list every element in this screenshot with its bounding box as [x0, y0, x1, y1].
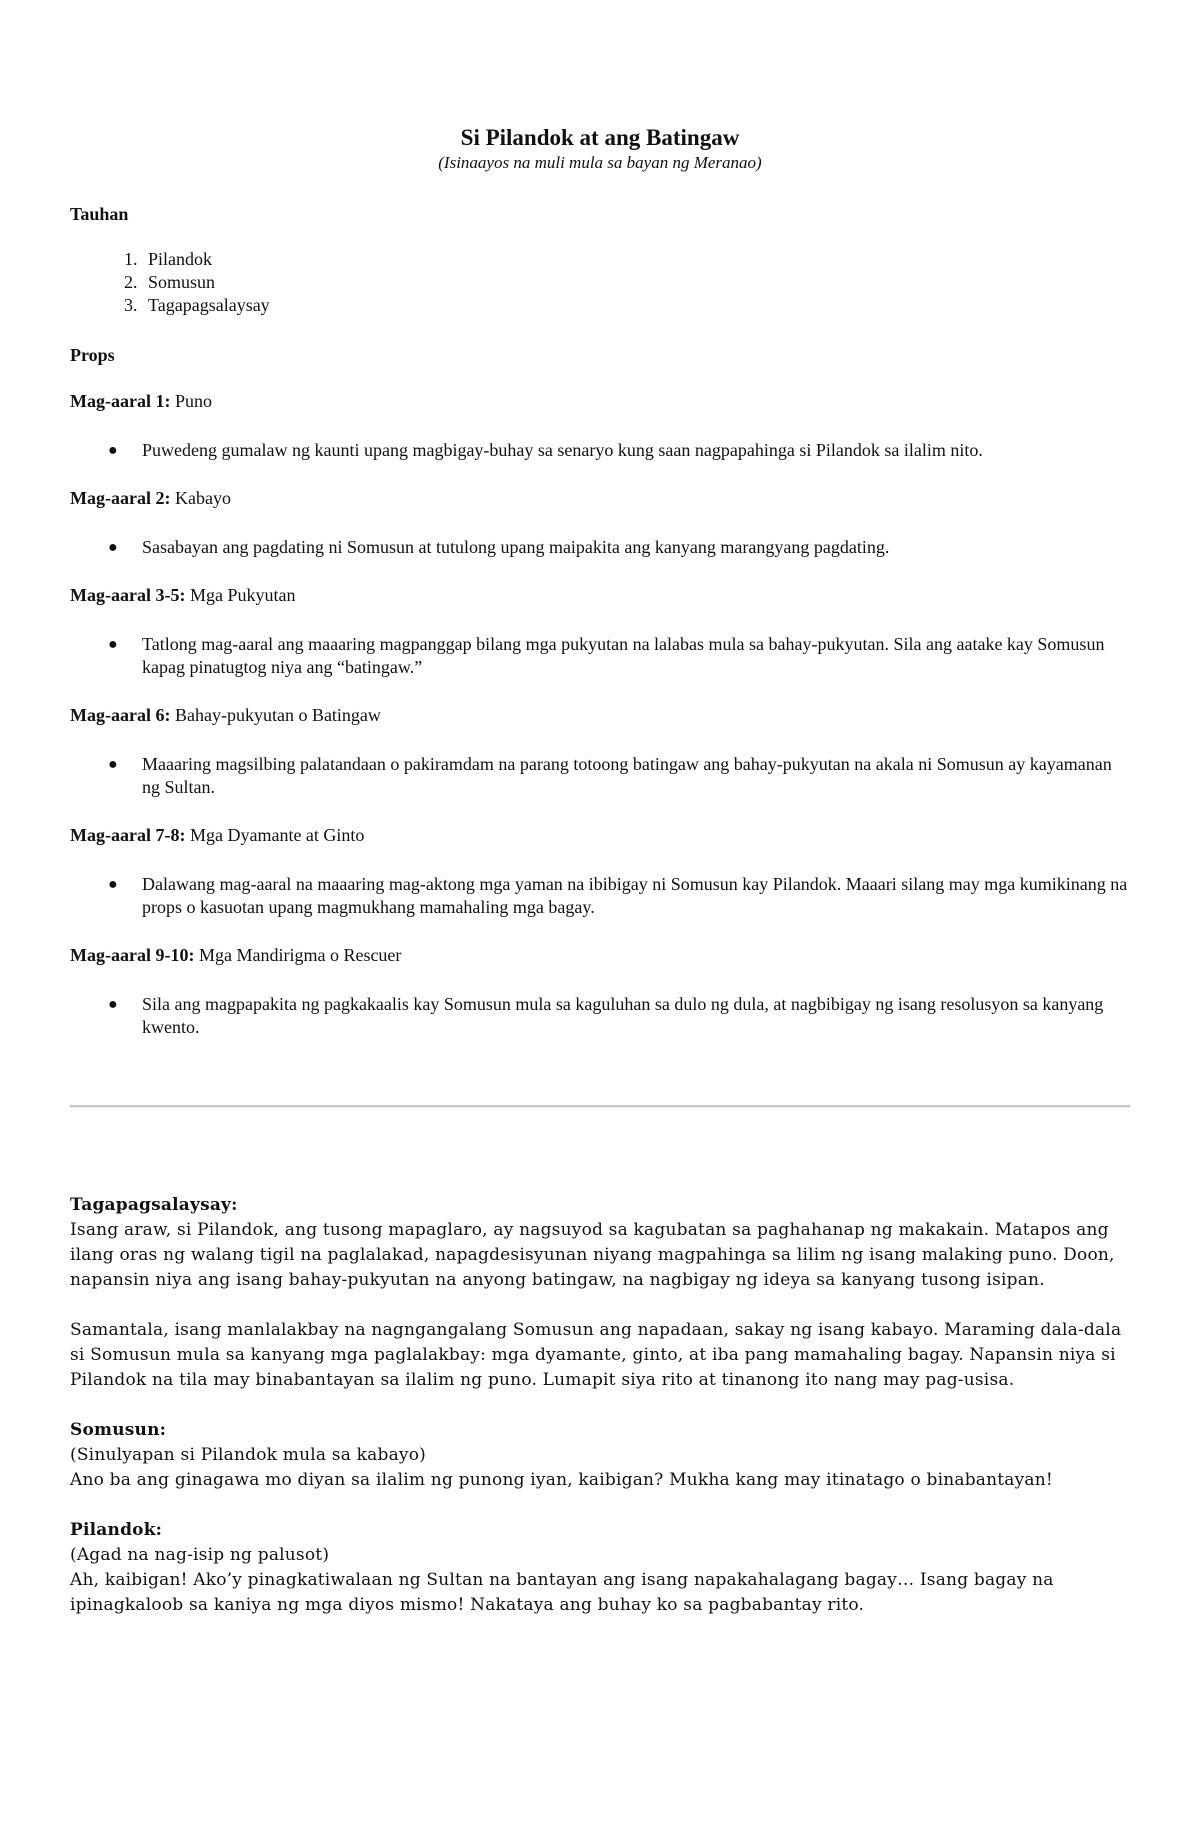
role-description-list	[70, 633, 1130, 679]
role-entry	[70, 823, 1130, 847]
role-description-item	[108, 633, 1130, 679]
script-block-somusun	[70, 1418, 1130, 1493]
cast-item: 1. Pilandok	[142, 248, 1130, 271]
props-heading: Props	[70, 345, 115, 365]
role-value: Mga Mandirigma o Rescuer	[198, 945, 402, 965]
role-description-item	[108, 536, 1130, 559]
document-subtitle: (Isinaayos na muli mula sa bayan ng Meranao)	[438, 153, 762, 172]
role-label: Mag-aaral 9-10:	[70, 945, 195, 965]
role-description: Maaaring magsilbing palatandaan o pakiramdam na parang totoong batingaw ang bahay-pukyutan na akala ni Somusun ay kayamanan ng Sultan.	[142, 754, 1112, 797]
role-value: Kabayo	[174, 488, 231, 508]
role-description: Dalawang mag-aaral na maaaring mag-aktong mga yaman na ibibigay ni Somusun kay Pilandok. Maaari silang may mga kumikinang na props o kasuotan upang magmukhang mamahaling mga bagay.	[142, 874, 1128, 917]
role-description-list	[70, 873, 1130, 919]
role-value: Bahay-pukyutan o Batingaw	[174, 705, 381, 725]
cast-item: 3. Tagapagsalaysay	[142, 294, 1130, 317]
role-description-list	[70, 993, 1130, 1039]
role-value: Mga Dyamante at Ginto	[189, 825, 365, 845]
bullet-icon: ●	[108, 636, 118, 653]
dialogue-text: Ano ba ang ginagawa mo diyan sa ilalim ng punong iyan, kaibigan? Mukha kang may itinatago o binabantayan!	[70, 1470, 1053, 1490]
cast-list	[70, 248, 1130, 317]
role-value: Mga Pukyutan	[189, 585, 296, 605]
dialogue-text: Isang araw, si Pilandok, ang tusong mapaglaro, ay nagsuyod sa kagubatan sa paghahanap ng makakain. Matapos ang ilang oras ng walang tigil na paglalakad, napagdesisyunan niyang magpahinga sa lilim ng isang malaking puno. Doon, napansin niya ang isang bahay-pukyutan na anyong batingaw, na nagbigay ng ideya sa kanyang tusong isipan.	[70, 1220, 1115, 1290]
role-label: Mag-aaral 2:	[70, 488, 171, 508]
role-description-list	[70, 536, 1130, 559]
role-description: Puwedeng gumalaw ng kaunti upang magbigay-buhay sa senaryo kung saan nagpapahinga si Pilandok sa ilalim nito.	[142, 440, 983, 460]
bullet-icon: ●	[108, 996, 118, 1013]
role-description-item	[108, 439, 1130, 462]
script-block-narrator	[70, 1193, 1130, 1293]
role-description-list	[70, 753, 1130, 799]
role-entry	[70, 389, 1130, 413]
role-entry	[70, 583, 1130, 607]
bullet-icon: ●	[108, 539, 118, 556]
document-title: Si Pilandok at ang Batingaw	[460, 125, 740, 150]
stage-direction: (Agad na nag-isip ng palusot)	[70, 1545, 330, 1565]
bullet-icon: ●	[108, 756, 118, 773]
dialogue-text: Ah, kaibigan! Ako’y pinagkatiwalaan ng Sultan na bantayan ang isang napakahalagang bagay… Isang bagay na ipinagkaloob sa kaniya ng mga diyos mismo! Nakataya ang buhay ko sa pagbabantay rito.	[70, 1570, 1054, 1615]
cast-heading: Tauhan	[70, 204, 129, 224]
role-label: Mag-aaral 3-5:	[70, 585, 186, 605]
role-entry	[70, 486, 1130, 510]
role-description-list	[70, 439, 1130, 462]
role-description: Tatlong mag-aaral ang maaaring magpanggap bilang mga pukyutan na lalabas mula sa bahay-pukyutan. Sila ang aatake kay Somusun kapag pinatugtog niya ang “batingaw.”	[142, 634, 1105, 677]
role-description: Sasabayan ang pagdating ni Somusun at tutulong upang maipakita ang kanyang marangyang pagdating.	[142, 537, 890, 557]
section-divider	[70, 1105, 1130, 1107]
role-description-item	[108, 753, 1130, 799]
speaker-name: Pilandok:	[70, 1520, 163, 1540]
script-block-narration	[70, 1318, 1130, 1393]
role-label: Mag-aaral 7-8:	[70, 825, 186, 845]
speaker-name: Somusun:	[70, 1420, 167, 1440]
role-description: Sila ang magpapakita ng pagkakaalis kay Somusun mula sa kaguluhan sa dulo ng dula, at nagbibigay ng isang resolusyon sa kanyang kwento.	[142, 994, 1104, 1037]
role-label: Mag-aaral 1:	[70, 391, 171, 411]
bullet-icon: ●	[108, 876, 118, 893]
role-label: Mag-aaral 6:	[70, 705, 171, 725]
role-value: Puno	[174, 391, 212, 411]
role-entry	[70, 943, 1130, 967]
role-description-item	[108, 873, 1130, 919]
role-entry	[70, 703, 1130, 727]
role-description-item	[108, 993, 1130, 1039]
script-body	[70, 1193, 1130, 1618]
script-block-pilandok	[70, 1518, 1130, 1618]
stage-direction: (Sinulyapan si Pilandok mula sa kabayo)	[70, 1445, 426, 1465]
bullet-icon: ●	[108, 442, 118, 459]
cast-item: 2. Somusun	[142, 271, 1130, 294]
speaker-name: Tagapagsalaysay:	[70, 1195, 238, 1215]
narration-text: Samantala, isang manlalakbay na nagngangalang Somusun ang napadaan, sakay ng isang kabayo. Maraming dala-dala si Somusun mula sa kanyang mga paglalakbay: mga dyamante, ginto, at iba pang mamahaling bagay. Napansin niya si Pilandok na tila may binabantayan sa ilalim ng puno. Lumapit siya rito at tinanong ito nang may pag-usisa.	[70, 1320, 1122, 1390]
